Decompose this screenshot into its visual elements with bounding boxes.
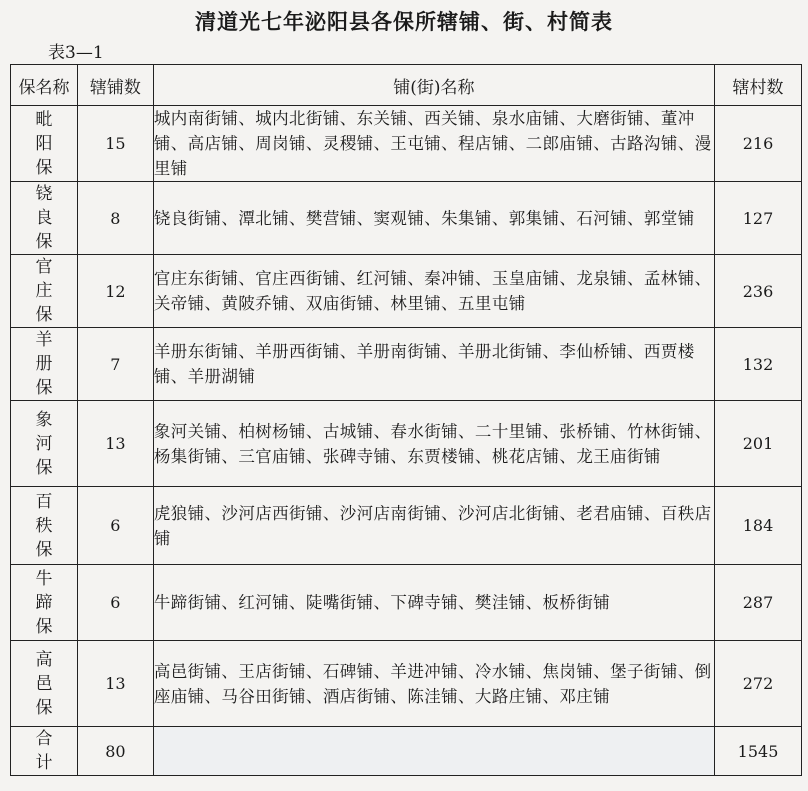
bao-name bbox=[11, 565, 78, 641]
bao-char: 保 bbox=[35, 457, 53, 478]
header-shops: 铺(街)名称 bbox=[153, 65, 714, 106]
bao-char: 邑 bbox=[35, 673, 53, 694]
bao-char: 计 bbox=[35, 753, 53, 773]
bao-char: 河 bbox=[35, 433, 53, 454]
table-row bbox=[11, 106, 802, 182]
table-label: 表3—1 bbox=[48, 43, 104, 63]
bao-char: 保 bbox=[35, 616, 53, 637]
bao-char: 保 bbox=[35, 378, 53, 398]
villages-count: 287 bbox=[715, 565, 802, 641]
shops-count: 12 bbox=[77, 255, 153, 328]
villages-count: 272 bbox=[715, 641, 802, 727]
villages-count: 132 bbox=[715, 328, 802, 401]
table-row bbox=[11, 328, 802, 401]
bao-char: 秩 bbox=[35, 515, 53, 536]
bao-char: 保 bbox=[35, 539, 53, 560]
total-shops-list bbox=[153, 727, 714, 776]
villages-count: 184 bbox=[715, 487, 802, 565]
total-villages-count: 1545 bbox=[715, 727, 802, 776]
table-row bbox=[11, 487, 802, 565]
bao-char: 官 bbox=[35, 257, 53, 277]
bao-char: 毗 bbox=[35, 109, 53, 130]
bao-char: 庄 bbox=[35, 281, 53, 301]
bao-char: 良 bbox=[35, 208, 53, 228]
header-bao: 保名称 bbox=[11, 65, 78, 106]
bao-name bbox=[11, 255, 78, 328]
villages-count: 236 bbox=[715, 255, 802, 328]
shops-count: 6 bbox=[77, 487, 153, 565]
shops-list: 铙良街铺、潭北铺、樊营铺、窦观铺、朱集铺、郭集铺、石河铺、郭堂铺 bbox=[153, 182, 714, 255]
shops-count: 13 bbox=[77, 401, 153, 487]
bao-char: 合 bbox=[35, 729, 53, 749]
bao-char: 蹄 bbox=[35, 592, 53, 613]
villages-count: 201 bbox=[715, 401, 802, 487]
bao-char: 象 bbox=[35, 409, 53, 430]
header-villages: 辖村数 bbox=[715, 65, 802, 106]
villages-count: 127 bbox=[715, 182, 802, 255]
bao-char: 保 bbox=[35, 305, 53, 325]
table-row bbox=[11, 255, 802, 328]
shops-count: 15 bbox=[77, 106, 153, 182]
shops-list: 牛蹄街铺、红河铺、陡嘴街铺、下碑寺铺、樊洼铺、板桥街铺 bbox=[153, 565, 714, 641]
shops-count: 6 bbox=[77, 565, 153, 641]
bao-char: 册 bbox=[35, 354, 53, 374]
table-row bbox=[11, 641, 802, 727]
bao-char: 羊 bbox=[35, 330, 53, 350]
shops-list: 高邑街铺、王店街铺、石碑铺、羊进冲铺、冷水铺、焦岗铺、堡子街铺、倒座庙铺、马谷田街铺、酒店街铺、陈洼铺、大路庄铺、邓庄铺 bbox=[153, 641, 714, 727]
villages-count: 216 bbox=[715, 106, 802, 182]
total-shops-count: 80 bbox=[77, 727, 153, 776]
bao-name bbox=[11, 641, 78, 727]
bao-char: 阳 bbox=[35, 133, 53, 154]
bao-char: 高 bbox=[35, 649, 53, 670]
shops-list: 城内南街铺、城内北街铺、东关铺、西关铺、泉水庙铺、大磨街铺、董冲铺、高店铺、周岗铺、灵稷铺、王屯铺、程店铺、二郎庙铺、古路沟铺、漫里铺 bbox=[153, 106, 714, 182]
bao-char: 保 bbox=[35, 157, 53, 178]
bao-char: 铙 bbox=[35, 184, 53, 204]
bao-char: 百 bbox=[35, 491, 53, 512]
bao-name bbox=[11, 328, 78, 401]
bao-char: 保 bbox=[35, 232, 53, 252]
shops-count: 8 bbox=[77, 182, 153, 255]
shops-count: 7 bbox=[77, 328, 153, 401]
total-row bbox=[11, 727, 802, 776]
shops-list: 羊册东街铺、羊册西街铺、羊册南街铺、羊册北街铺、李仙桥铺、西贾楼铺、羊册湖铺 bbox=[153, 328, 714, 401]
total-label bbox=[11, 727, 78, 776]
table-row bbox=[11, 401, 802, 487]
shops-list: 象河关铺、柏树杨铺、古城铺、春水街铺、二十里铺、张桥铺、竹林街铺、杨集街铺、三官庙铺、张碑寺铺、东贾楼铺、桃花店铺、龙王庙街铺 bbox=[153, 401, 714, 487]
bao-name bbox=[11, 106, 78, 182]
shops-list: 虎狼铺、沙河店西街铺、沙河店南街铺、沙河店北街铺、老君庙铺、百秩店铺 bbox=[153, 487, 714, 565]
bao-name bbox=[11, 401, 78, 487]
header-row bbox=[11, 65, 802, 106]
bao-char: 牛 bbox=[35, 568, 53, 589]
bao-char: 保 bbox=[35, 697, 53, 718]
table-row bbox=[11, 565, 802, 641]
header-shops-count: 辖铺数 bbox=[77, 65, 153, 106]
table-row bbox=[11, 182, 802, 255]
data-table bbox=[10, 64, 802, 776]
bao-name bbox=[11, 487, 78, 565]
shops-count: 13 bbox=[77, 641, 153, 727]
bao-name bbox=[11, 182, 78, 255]
page-title: 清道光七年泌阳县各保所辖铺、街、村简表 bbox=[195, 10, 613, 34]
shops-list: 官庄东街铺、官庄西街铺、红河铺、秦冲铺、玉皇庙铺、龙泉铺、孟林铺、关帝铺、黄陂乔铺、双庙街铺、林里铺、五里屯铺 bbox=[153, 255, 714, 328]
